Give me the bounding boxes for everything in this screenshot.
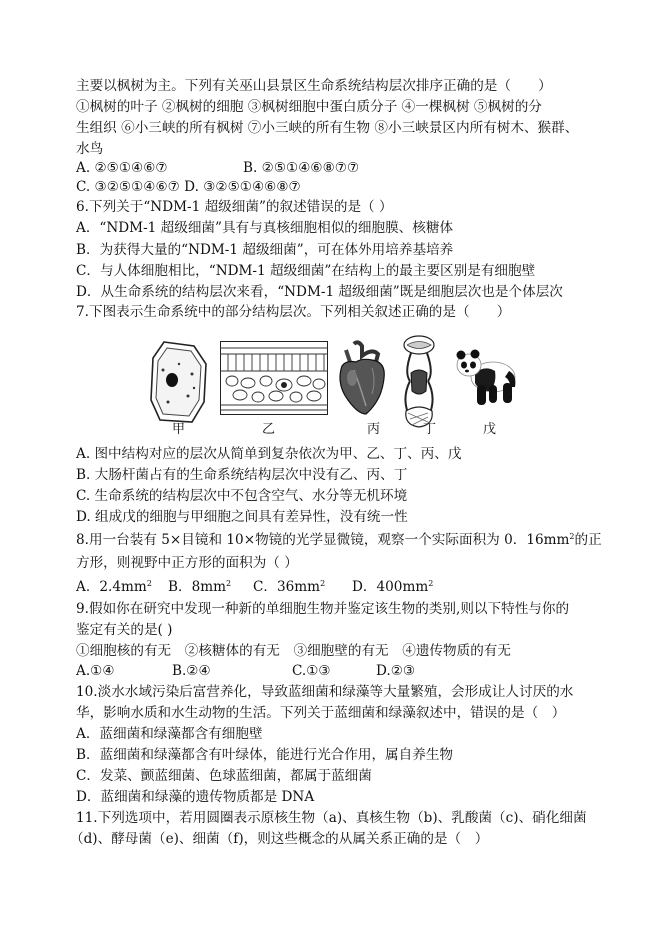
q9-option-b: B.②④ [172, 663, 211, 679]
q7-option-b: B. 大肠杆菌占有的生命系统结构层次中没有乙、丙、丁 [76, 467, 408, 483]
q9-option-d: D.②③ [376, 663, 416, 679]
q8-option-b: B．$8mm^2$ [168, 579, 232, 595]
q5-items-line-1: ①枫树的叶子 ②枫树的细胞 ③枫树细胞中蛋白质分子 ④一棵枫树 ⑤枫树的分 [76, 99, 542, 115]
q6-option-b: B．为获得大量的“NDM-1 超级细菌”，可在体外用培养基培养 [76, 242, 454, 258]
q5-option-b: B. ②⑤①④⑥⑧⑦⑦ [243, 160, 360, 176]
q10-stem-line-2: 华，影响水质和水生动物的生活。下列关于蓝细菌和绿藻叙述中，错误的是（ ） [76, 705, 566, 721]
q5-stem: 主要以枫树为主。下列有关巫山县景区生命系统结构层次排序正确的是（ ） [76, 78, 552, 94]
plant-cell-figure [148, 340, 210, 424]
leaf-tissue-figure [220, 341, 328, 415]
q10-option-c: C．发菜、颤蓝细菌、色球蓝细菌，都属于蓝细菌 [76, 768, 372, 784]
q9-stem-line-2: 鉴定有关的是( ) [76, 622, 173, 638]
figure-label-yi: 乙 [262, 422, 276, 437]
q7-option-c: C. 生命系统的结构层次中不包含空气、水分等无机环境 [76, 488, 408, 504]
q9-stem-line-1: 9.假如你在研究中发现一种新的单细胞生物并鉴定该生物的类别,则以下特性与你的 [76, 601, 570, 617]
q8-option-c: C．$36mm^2$ [253, 579, 326, 595]
figure-label-wu: 戊 [483, 422, 497, 437]
q11-stem-line-2: （d)、酵母菌（e)、细菌（f)，则这些概念的从属关系正确的是（ ） [70, 831, 489, 847]
q6-option-a: A．“NDM-1 超级细菌”具有与真核细胞相似的细胞膜、核糖体 [76, 220, 454, 236]
q8-option-a: A．$2.4mm^2$ [76, 579, 152, 595]
q9-option-c: C.①③ [292, 663, 331, 679]
circulatory-system-figure [398, 333, 440, 429]
q6-option-c: C．与人体细胞相比，“NDM-1 超级细菌”在结构上的最主要区别是有细胞壁 [76, 263, 536, 279]
q11-stem-line-1: 11.下列选项中，若用圆圈表示原核生物（a)、真核生物（b)、乳酸菌（c)、硝化细菌 [76, 810, 587, 826]
q5-items-line-2: 生组织 ⑥小三峡的所有枫树 ⑦小三峡的所有生物 ⑧小三峡景区内所有树木、猴群、 [76, 120, 579, 136]
q9-option-a: A.①④ [76, 663, 115, 679]
heart-figure [332, 340, 390, 416]
q10-option-d: D．蓝细菌和绿藻的遗传物质都是 DNA [76, 789, 315, 805]
q6-stem: 6.下列关于“NDM-1 超级细菌”的叙述错误的是（ ） [76, 199, 393, 215]
q8-stem-line-1: 8.用一台装有 5×目镜和 10×物镜的光学显微镜，观察一个实际面积为 0．$16mm^2$的正 [76, 532, 602, 548]
q7-option-a: A. 图中结构对应的层次从简单到复杂依次为甲、乙、丁、丙、戊 [76, 446, 462, 462]
q5-option-a: A. ②⑤①④⑥⑦ [76, 160, 168, 176]
q5-option-cd: C. ③②⑤①④⑥⑦ D. ③②⑤①④⑥⑧⑦ [76, 179, 301, 195]
q7-stem: 7.下图表示生命系统中的部分结构层次。下列相关叙述正确的是（ ） [76, 304, 511, 320]
q10-stem-line-1: 10.淡水水域污染后富营养化，导致蓝细菌和绿藻等大量繁殖，会形成让人讨厌的水 [76, 684, 574, 700]
q6-option-d: D．从生命系统的结构层次来看，“NDM-1 超级细菌”既是细胞层次也是个体层次 [76, 284, 563, 300]
q10-option-a: A．蓝细菌和绿藻都含有细胞壁 [76, 726, 263, 742]
q5-items-line-3: 水鸟 [76, 141, 104, 157]
q10-option-b: B．蓝细菌和绿藻都含有叶绿体，能进行光合作用，属自养生物 [76, 747, 454, 763]
q8-option-d: D．$400mm^2$ [352, 579, 434, 595]
panda-figure [455, 343, 521, 409]
figure-label-jia: 甲 [172, 422, 186, 437]
q7-option-d: D. 组成戊的细胞与甲细胞之间具有差异性，没有统一性 [76, 509, 408, 525]
figure-label-ding: 丁 [423, 422, 437, 437]
q8-stem-line-2: 方形，则视野中正方形的面积为（ ） [76, 555, 298, 571]
q9-items: ①细胞核的有无 ②核糖体的有无 ③细胞壁的有无 ④遗传物质的有无 [76, 643, 511, 659]
figure-label-bing: 丙 [367, 422, 381, 437]
